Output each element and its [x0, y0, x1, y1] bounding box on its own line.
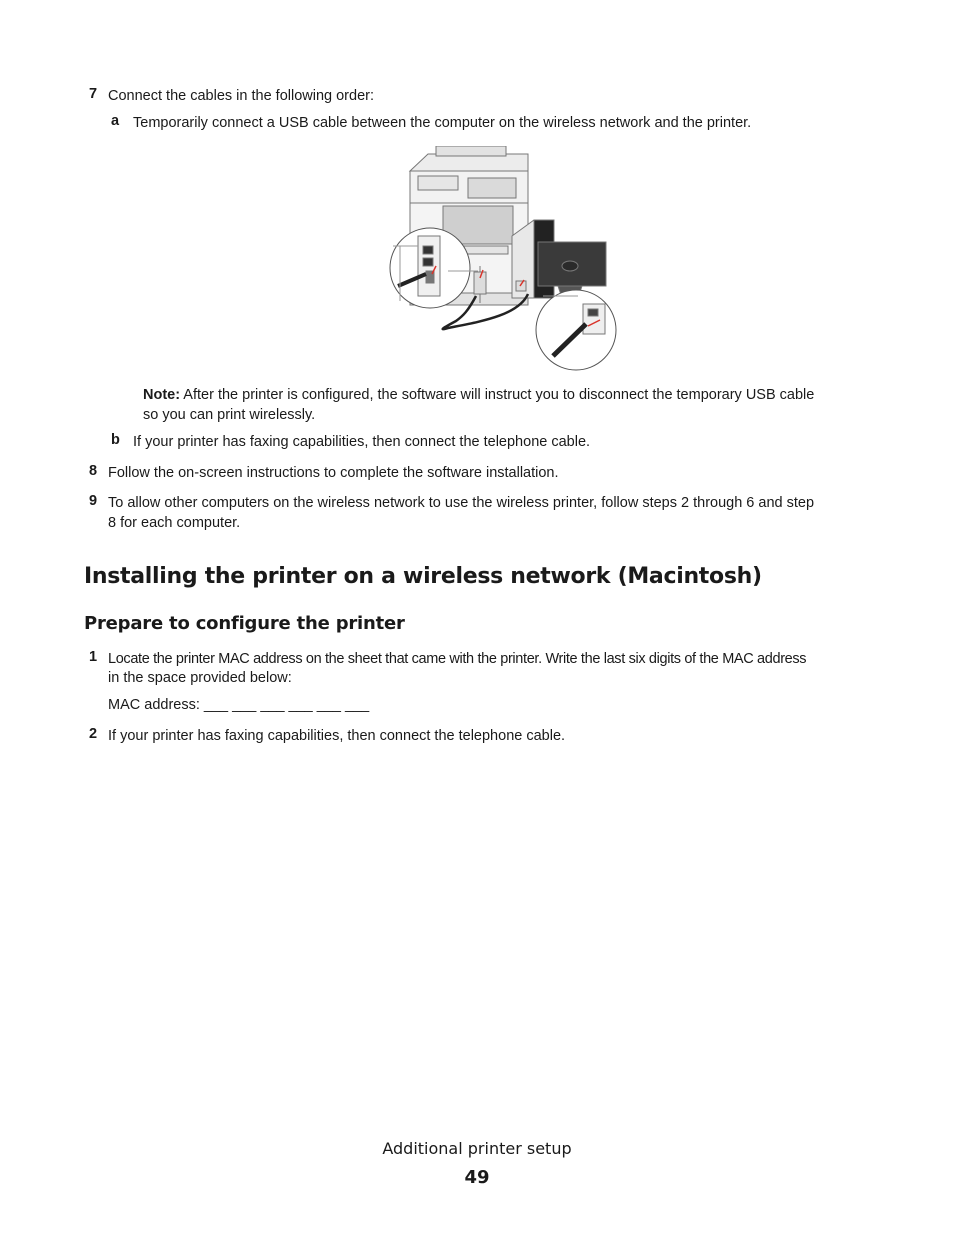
- section-title: Installing the printer on a wireless network (Macintosh): [84, 564, 762, 589]
- step-7-number: 7: [89, 86, 98, 102]
- note-text-line2: so you can print wirelessly.: [143, 407, 316, 423]
- step-9-number: 9: [89, 493, 98, 509]
- section-subtitle: Prepare to configure the printer: [84, 613, 405, 634]
- note-label: Note:: [143, 387, 181, 403]
- step-1-text-line2: in the space provided below:: [108, 670, 292, 686]
- step-2-number: 2: [89, 726, 98, 742]
- step-1-number: 1: [89, 649, 98, 665]
- note: [143, 385, 883, 405]
- step-7a-letter: a: [111, 113, 120, 129]
- step-8-number: 8: [89, 463, 98, 479]
- usb-connection-illustration: [388, 146, 618, 372]
- step-7b-letter: b: [111, 432, 120, 448]
- step-9-text-line1: To allow other computers on the wireless network to use the wireless printer, follow steps 2 through 6 and step: [108, 495, 815, 511]
- page-number: 49: [464, 1167, 490, 1188]
- step-7-text: Connect the cables in the following order:: [108, 88, 374, 104]
- step-8-text: Follow the on-screen instructions to complete the software installation.: [108, 465, 559, 481]
- mac-address-field: MAC address: ___ ___ ___ ___ ___ ___: [108, 697, 370, 713]
- step-9-text-line2: 8 for each computer.: [108, 515, 241, 531]
- footer-title: Additional printer setup: [382, 1139, 572, 1158]
- step-2-text: If your printer has faxing capabilities, then connect the telephone cable.: [108, 728, 566, 744]
- step-7b-text: If your printer has faxing capabilities, then connect the telephone cable.: [133, 434, 591, 450]
- step-7a-text: Temporarily connect a USB cable between the computer on the wireless network and the printer.: [133, 115, 752, 131]
- note-text-line1: After the printer is configured, the software will instruct you to disconnect the temporary USB cable: [180, 387, 815, 403]
- step-1-text-line1: Locate the printer MAC address on the sheet that came with the printer. Write the last six digits of the MAC address: [108, 651, 807, 667]
